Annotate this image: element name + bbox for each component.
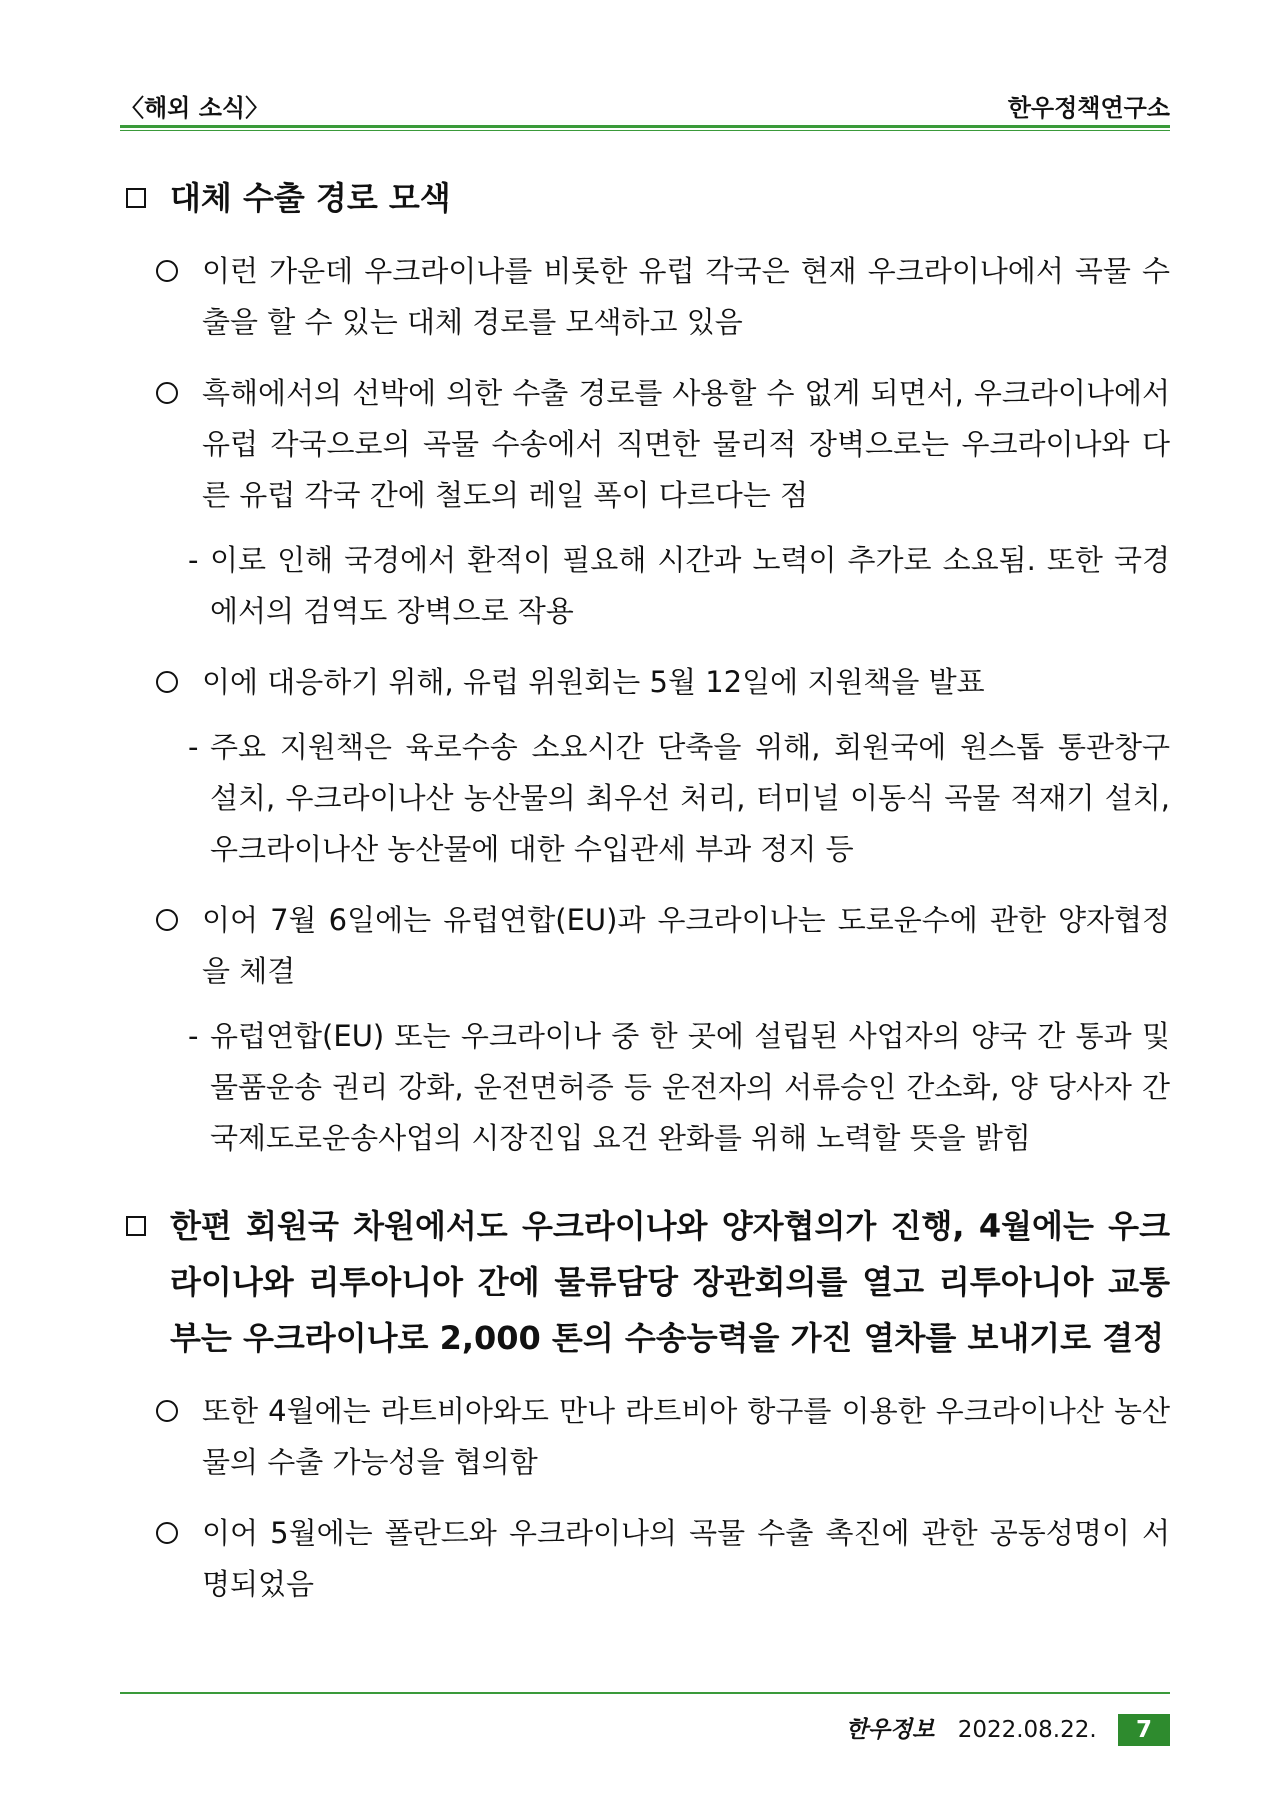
- circle-bullet-paragraph: [120, 246, 1170, 348]
- section-label: 〈해외 소식〉: [120, 94, 270, 122]
- dash-sub-paragraph: [120, 535, 1170, 637]
- circle-bullet-paragraph: [120, 895, 1170, 997]
- paragraph-text: 이로 인해 국경에서 환적이 필요해 시간과 노력이 추가로 소요됨. 또한 국경에서의 검역도 장벽으로 작용: [210, 543, 1170, 628]
- circle-bullet-paragraph: [120, 657, 1170, 708]
- circle-bullet-icon: [156, 671, 178, 693]
- page-footer: [120, 1714, 1170, 1748]
- header-rule: [120, 125, 1170, 131]
- dash-marker: -: [188, 730, 199, 764]
- circle-bullet-icon: [156, 909, 178, 931]
- square-bullet-icon: [126, 188, 146, 208]
- paragraph-text: 이에 대응하기 위해, 유럽 위원회는 5월 12일에 지원책을 발표: [202, 665, 985, 699]
- document-body: [120, 170, 1170, 1610]
- footer-date: 2022.08.22.: [957, 1717, 1097, 1743]
- dash-marker: -: [188, 543, 199, 577]
- footer-brand: 한우정보: [845, 1717, 935, 1743]
- paragraph-text: 이어 7월 6일에는 유럽연합(EU)과 우크라이나는 도로운수에 관한 양자협정을 체결: [202, 903, 1170, 988]
- circle-bullet-paragraph: [120, 1386, 1170, 1488]
- paragraph-text: 유럽연합(EU) 또는 우크라이나 중 한 곳에 설립된 사업자의 양국 간 통과 및 물품운송 권리 강화, 운전면허증 등 운전자의 서류승인 간소화, 양 당사자 간 국제도로운송사업의 시장진입 요건 완화를 위해 노력할 뜻을 밝힘: [210, 1019, 1170, 1155]
- circle-bullet-paragraph: [120, 1508, 1170, 1610]
- section-heading-text: 대체 수출 경로 모색: [170, 179, 451, 217]
- dash-sub-paragraph: [120, 1011, 1170, 1164]
- section-heading: [120, 170, 1170, 226]
- section-heading-text: 한편 회원국 차원에서도 우크라이나와 양자협의가 진행, 4월에는 우크라이나와 리투아니아 간에 물류담당 장관회의를 열고 리투아니아 교통부는 우크라이나로 2,000 톤의 수송능력을 가진 열차를 보내기로 결정: [170, 1207, 1170, 1357]
- section-heading: [120, 1198, 1170, 1366]
- circle-bullet-icon: [156, 382, 178, 404]
- circle-bullet-icon: [156, 1400, 178, 1422]
- footer-rule: [120, 1692, 1170, 1694]
- paragraph-text: 이런 가운데 우크라이나를 비롯한 유럽 각국은 현재 우크라이나에서 곡물 수출을 할 수 있는 대체 경로를 모색하고 있음: [202, 254, 1170, 339]
- paragraph-text: 이어 5월에는 폴란드와 우크라이나의 곡물 수출 촉진에 관한 공동성명이 서명되었음: [202, 1516, 1170, 1601]
- circle-bullet-paragraph: [120, 368, 1170, 521]
- page-header: [120, 88, 1170, 124]
- page-number-badge: 7: [1118, 1714, 1170, 1746]
- organization-name: 한우정책연구소: [1007, 94, 1170, 122]
- paragraph-text: 흑해에서의 선박에 의한 수출 경로를 사용할 수 없게 되면서, 우크라이나에서 유럽 각국으로의 곡물 수송에서 직면한 물리적 장벽으로는 우크라이나와 다른 유럽 각국 간에 철도의 레일 폭이 다르다는 점: [202, 376, 1170, 512]
- paragraph-text: 주요 지원책은 육로수송 소요시간 단축을 위해, 회원국에 원스톱 통관창구 설치, 우크라이나산 농산물의 최우선 처리, 터미널 이동식 곡물 적재기 설치, 우크라이나산 농산물에 대한 수입관세 부과 정지 등: [210, 730, 1170, 866]
- dash-marker: -: [188, 1019, 199, 1053]
- circle-bullet-icon: [156, 1522, 178, 1544]
- circle-bullet-icon: [156, 260, 178, 282]
- dash-sub-paragraph: [120, 722, 1170, 875]
- paragraph-text: 또한 4월에는 라트비아와도 만나 라트비아 항구를 이용한 우크라이나산 농산물의 수출 가능성을 협의함: [202, 1394, 1170, 1479]
- square-bullet-icon: [126, 1216, 146, 1236]
